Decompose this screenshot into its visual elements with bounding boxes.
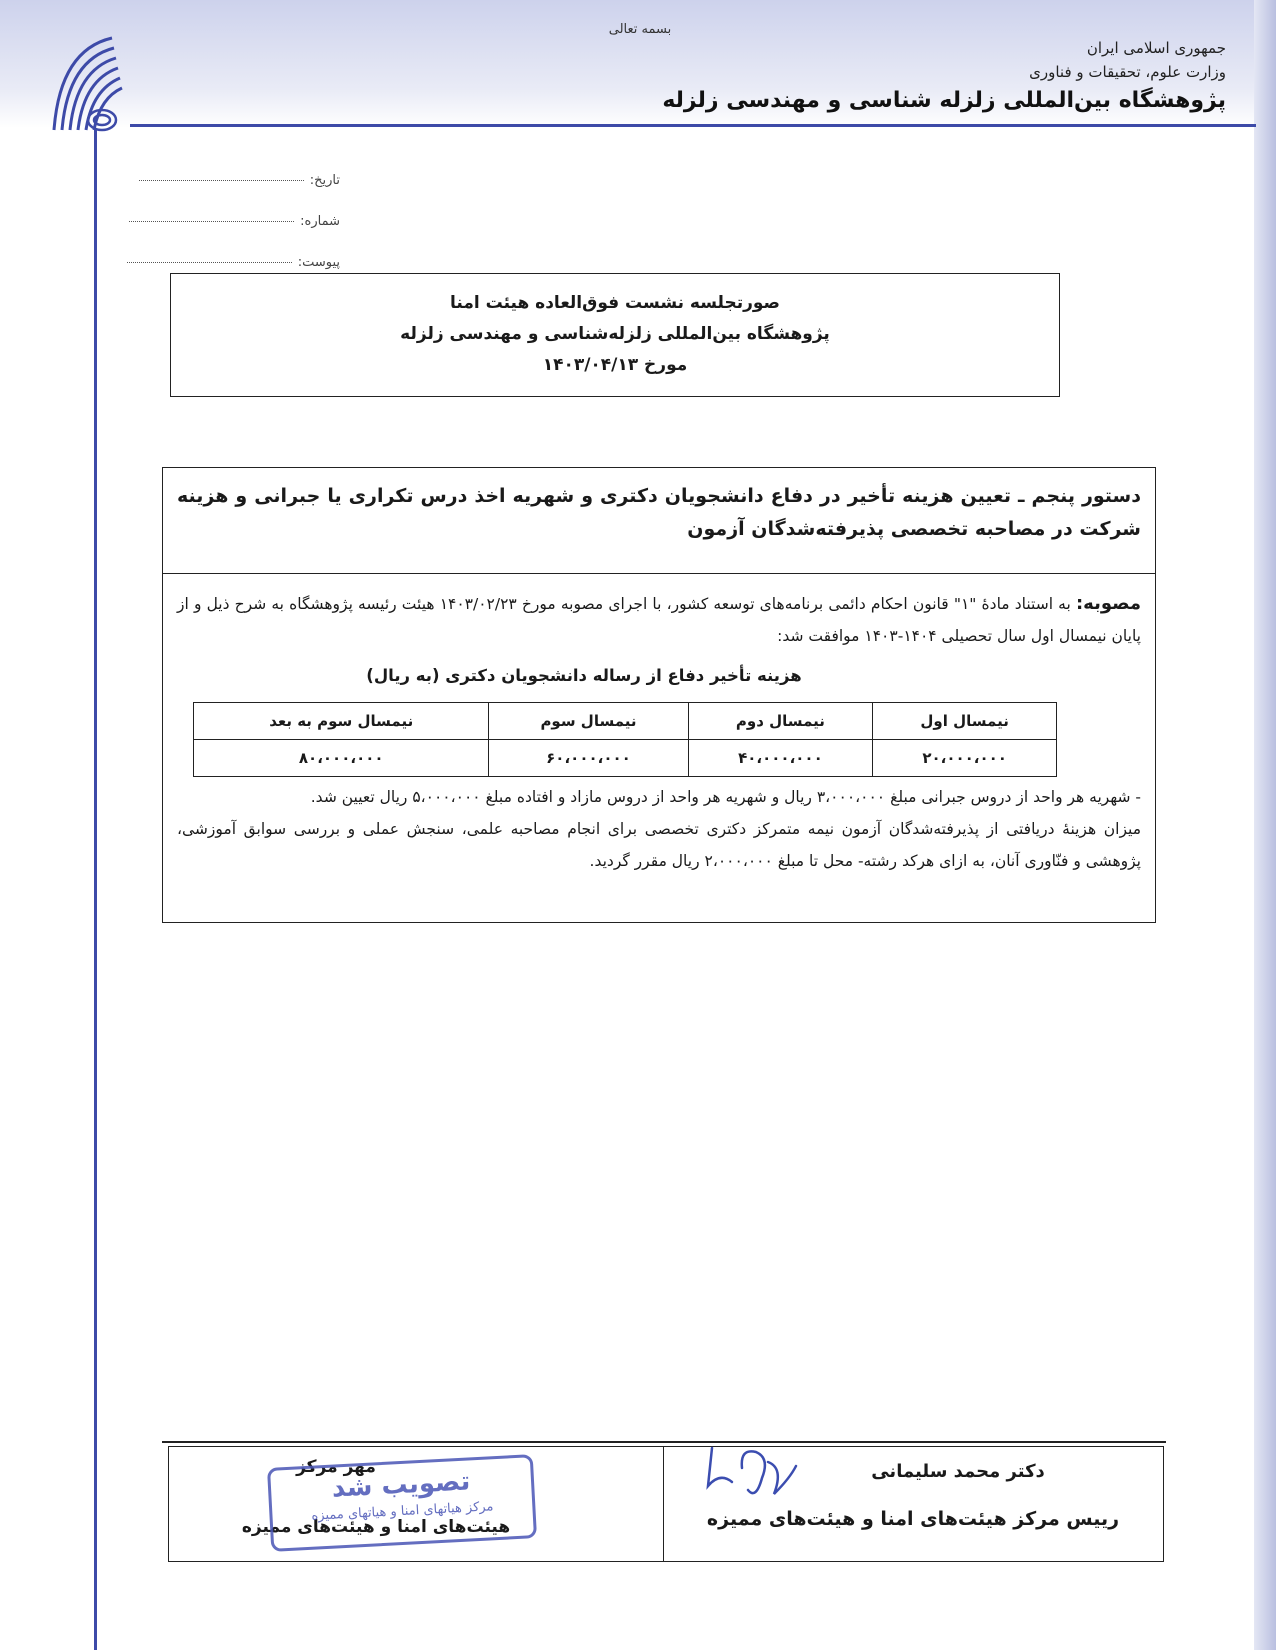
country-name: جمهوری اسلامی ایران bbox=[1086, 39, 1226, 57]
number-field bbox=[108, 214, 340, 229]
date-label: تاریخ: bbox=[309, 173, 340, 188]
table-header-row bbox=[194, 703, 1057, 740]
table-header-cell: نیمسال دوم bbox=[688, 703, 873, 740]
institute-name: پژوهشگاه بین‌المللی زلزله شناسی و مهندسی زلزله bbox=[662, 88, 1226, 113]
page-edge-band bbox=[1254, 0, 1276, 1650]
table-cell: ۸۰،۰۰۰،۰۰۰ bbox=[194, 740, 489, 777]
table-cell: ۶۰،۰۰۰،۰۰۰ bbox=[489, 740, 688, 777]
table-header-cell: نیمسال سوم bbox=[489, 703, 688, 740]
attachment-dots bbox=[127, 262, 292, 263]
note-tuition: - شهریه هر واحد از دروس جبرانی مبلغ ۳،۰۰۰،۰۰۰ ریال و شهریه هر واحد از دروس مازاد و افتاده مبلغ ۵،۰۰۰،۰۰۰ ریال تعیین شد. bbox=[310, 788, 1141, 806]
left-frame-line bbox=[94, 128, 97, 1650]
number-dots bbox=[129, 221, 294, 222]
number-label: شماره: bbox=[300, 214, 340, 229]
bismillah: بسمه تعالی bbox=[608, 22, 672, 37]
table-cell: ۴۰،۰۰۰،۰۰۰ bbox=[688, 740, 873, 777]
signature-box bbox=[168, 1446, 1164, 1562]
fees-table bbox=[193, 702, 1057, 777]
table-cell: ۲۰،۰۰۰،۰۰۰ bbox=[873, 740, 1057, 777]
stamp-subtitle: مرکز هیاتهای امنا و هیاتهای ممیزه bbox=[311, 1499, 494, 1524]
minutes-title-box bbox=[170, 273, 1060, 397]
signatory-name: دکتر محمد سلیمانی bbox=[871, 1461, 1045, 1482]
handwritten-signature-icon bbox=[700, 1438, 810, 1508]
seal-cell bbox=[169, 1447, 664, 1561]
header-rule bbox=[130, 124, 1256, 127]
agenda-box bbox=[162, 467, 1156, 923]
note-interview-fee: میزان هزینۀ دریافتی از پذیرفته‌شدگان آزمون نیمه متمرکز دکتری تخصصی برای انجام مصاحبه علمی، سنجش عملی و بررسی سوابق آموزشی، پژوهشی و فنّاوری آنان، به ازای هرکد رشته- محل تا مبلغ ۲،۰۰۰،۰۰۰ ریال مقرر گردید. bbox=[177, 820, 1141, 870]
institute-logo-icon bbox=[52, 30, 136, 134]
ministry-name: وزارت علوم، تحقیقات و فناوری bbox=[1029, 63, 1226, 81]
resolution-text: به استناد مادۀ "۱" قانون احکام دائمی برنامه‌های توسعه کشور، با اجرای مصوبه مورخ ۱۴۰۳/۰۲/۲۳ هیئت رئیسه پژوهشگاه به شرح ذیل و از پایان نیمسال اول سال تحصیلی ۱۴۰۴-۱۴۰۳ موافقت شد: bbox=[177, 595, 1141, 645]
minutes-date: مورخ ۱۴۰۳/۰۴/۱۳ bbox=[542, 355, 688, 375]
seal-center-name: هیئت‌های امنا و هیئت‌های ممیزه bbox=[241, 1517, 511, 1537]
letterhead bbox=[662, 36, 1226, 113]
resolution-label: مصوبه: bbox=[1075, 593, 1141, 614]
agenda-body bbox=[163, 574, 1155, 877]
attachment-field bbox=[108, 255, 340, 270]
table-header-cell: نیمسال اول bbox=[873, 703, 1057, 740]
resolution-paragraph bbox=[177, 588, 1141, 652]
date-field bbox=[108, 173, 340, 188]
date-dots bbox=[139, 180, 304, 181]
seal-label: مهر مرکز bbox=[296, 1457, 376, 1477]
signature-rule bbox=[162, 1441, 1166, 1443]
attachment-label: پیوست: bbox=[297, 255, 340, 270]
fees-table-title: هزینه تأخیر دفاع از رساله دانشجویان دکتری (به ریال) bbox=[366, 666, 802, 685]
approval-stamp bbox=[267, 1454, 537, 1552]
stamp-title: تصویب شد bbox=[331, 1466, 472, 1504]
table-row bbox=[194, 740, 1057, 777]
signatory-role: رییس مرکز هیئت‌های امنا و هیئت‌های ممیزه bbox=[706, 1508, 1120, 1530]
minutes-institute: پژوهشگاه بین‌المللی زلزله‌شناسی و مهندسی زلزله bbox=[400, 324, 830, 344]
minutes-title: صورتجلسه نشست فوق‌العاده هیئت امنا bbox=[450, 293, 780, 313]
table-header-cell: نیمسال سوم به بعد bbox=[194, 703, 489, 740]
agenda-heading: دستور پنجم ـ تعیین هزینه تأخیر در دفاع دانشجویان دکتری و شهریه اخذ درس تکراری یا جبرانی و هزینه شرکت در مصاحبه تخصصی پذیرفته‌شدگان آزمون bbox=[163, 468, 1155, 574]
